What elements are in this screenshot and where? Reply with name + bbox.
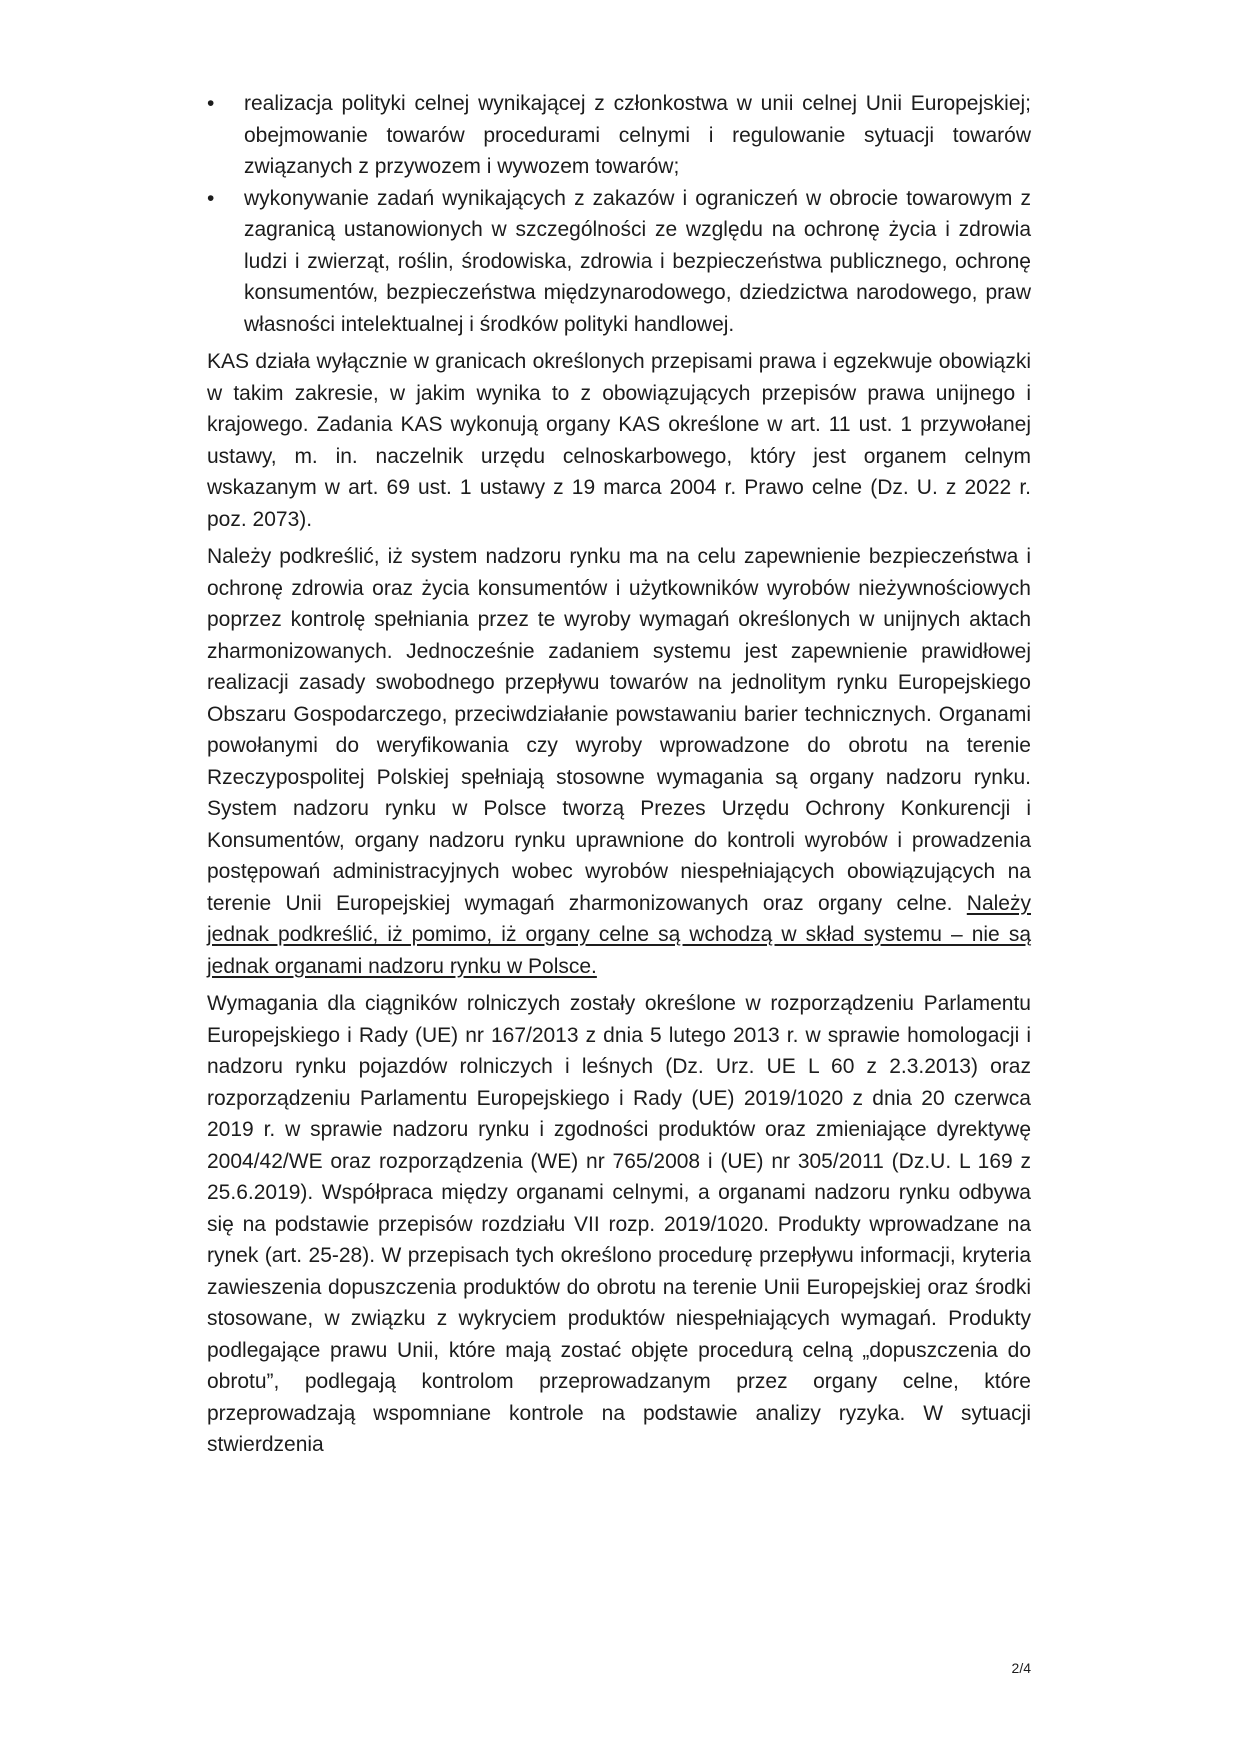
paragraph-market-surveillance	[207, 541, 1031, 982]
underlined-emphasis: Należy jednak podkreślić, iż pomimo, iż organy celne są wchodzą w skład systemu – nie są jednak organami nadzoru rynku w Polsce.	[207, 891, 1031, 978]
paragraph-kas-scope: KAS działa wyłącznie w granicach określonych przepisami prawa i egzekwuje obowiązki w takim zakresie, w jakim wynika to z obowiązujących przepisów prawa unijnego i krajowego. Zadania KAS wykonują organy KAS określone w art. 11 ust. 1 przywołanej ustawy, m. in. naczelnik urzędu celnoskarbowego, który jest organem celnym wskazanym w art. 69 ust. 1 ustawy z 19 marca 2004 r. Prawo celne (Dz. U. z 2022 r. poz. 2073).	[207, 350, 1031, 531]
bullet-list	[207, 88, 1031, 340]
page-content	[207, 88, 1031, 1467]
paragraph-tractor-requirements: Wymagania dla ciągników rolniczych zostały określone w rozporządzeniu Parlamentu Europejskiego i Rady (UE) nr 167/2013 z dnia 5 lutego 2013 r. w sprawie homologacji i nadzoru rynku pojazdów rolniczych i leśnych (Dz. Urz. UE L 60 z 2.3.2013) oraz rozporządzeniu Parlamentu Europejskiego i Rady (UE) 2019/1020 z dnia 20 czerwca 2019 r. w sprawie nadzoru rynku i zgodności produktów oraz zmieniające dyrektywę 2004/42/WE oraz rozporządzenia (WE) nr 765/2008 i (UE) nr 305/2011 (Dz.U. L 169 z 25.6.2019). Współpraca między organami celnymi, a organami nadzoru rynku odbywa się na podstawie przepisów rozdziału VII rozp. 2019/1020. Produkty wprowadzane na rynek (art. 25-28). W przepisach tych określono procedurę przepływu informacji, kryteria zawieszenia dopuszczenia produktów do obrotu na terenie Unii Europejskiej oraz środki stosowane, w związku z wykryciem produktów niespełniających wymagań. Produkty podlegające prawu Unii, które mają zostać objęte procedurą celną „dopuszczenia do obrotu”, podlegają kontrolom przeprowadzanym przez organy celne, które przeprowadzają wspomniane kontrole na podstawie analizy ryzyka. W sytuacji stwierdzenia	[207, 992, 1031, 1456]
bullet-icon: •	[207, 186, 215, 210]
bullet-icon: •	[207, 92, 215, 115]
bullet-text: realizacja polityki celnej wynikającej z członkostwa w unii celnej Unii Europejskiej; obejmowanie towarów procedurami celnymi i regulowanie sytuacji towarów związanych z przywozem i wywozem towarów;	[244, 92, 1031, 178]
list-item	[207, 183, 1031, 341]
page-number: 2/4	[1011, 1660, 1031, 1676]
bullet-text: wykonywanie zadań wynikających z zakazów i ograniczeń w obrocie towarowym z zagranicą ustanowionych w szczególności ze względu na ochronę życia i zdrowia ludzi i zwierząt, roślin, środowiska, zdrowia i bezpieczeństwa publicznego, ochronę konsumentów, bezpieczeństwa międzynarodowego, dziedzictwa narodowego, praw własności intelektualnej i środków polityki handlowej.	[244, 186, 1031, 336]
list-item	[207, 88, 1031, 183]
paragraph-market-surveillance-text: Należy podkreślić, iż system nadzoru rynku ma na celu zapewnienie bezpieczeństwa i ochronę zdrowia oraz życia konsumentów i użytkowników wyrobów nieżywnościowych poprzez kontrolę spełniania przez te wyroby wymagań określonych w unijnych aktach zharmonizowanych. Jednocześnie zadaniem systemu jest zapewnienie prawidłowej realizacji zasady swobodnego przepływu towarów na jednolitym rynku Europejskiego Obszaru Gospodarczego, przeciwdziałanie powstawaniu barier technicznych. Organami powołanymi do weryfikowania czy wyroby wprowadzone do obrotu na terenie Rzeczypospolitej Polskiej spełniają stosowne wymagania są organy nadzoru rynku. System nadzoru rynku w Polsce tworzą Prezes Urzędu Ochrony Konkurencji i Konsumentów, organy nadzoru rynku uprawnione do kontroli wyrobów i prowadzenia postępowań administracyjnych wobec wyrobów niespełniających obowiązujących na terenie Unii Europejskiej wymagań zharmonizowanych oraz organy celne.	[207, 545, 1031, 915]
